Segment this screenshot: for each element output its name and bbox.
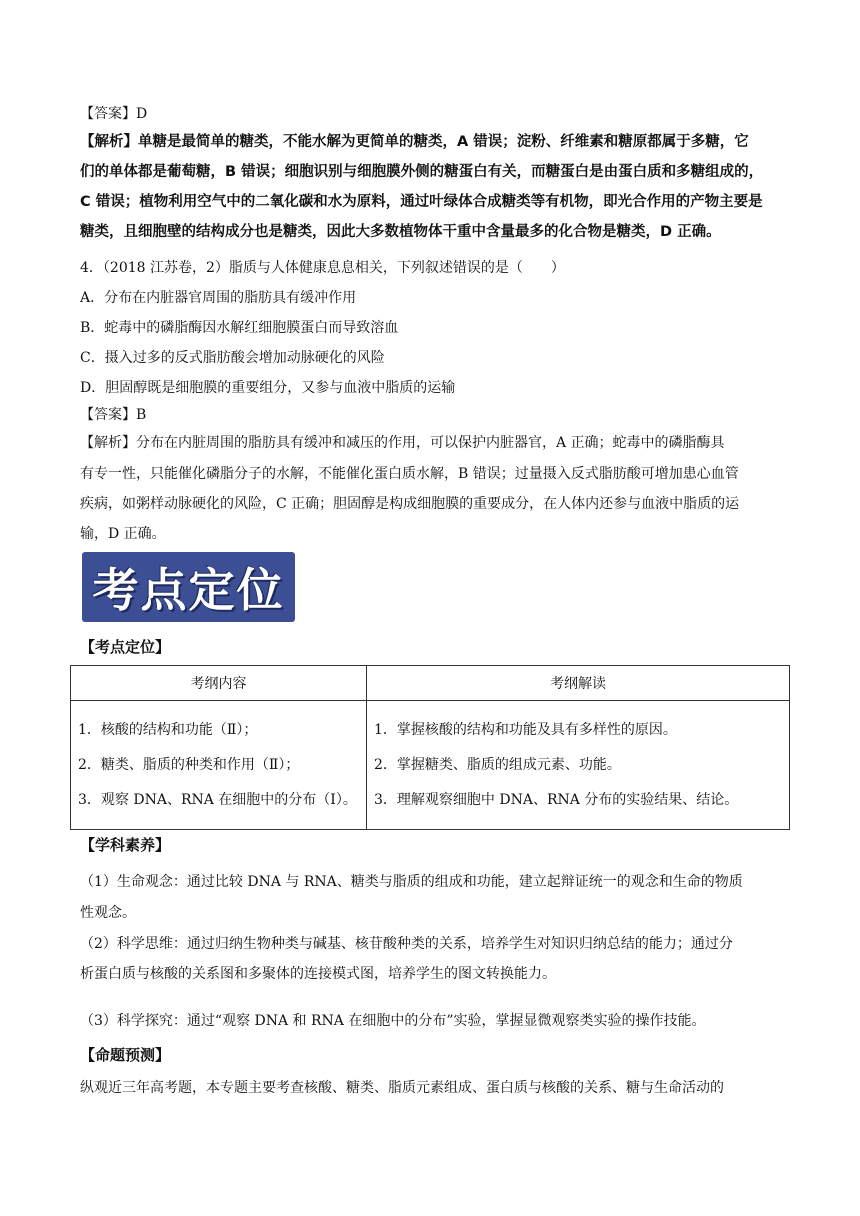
- q3-analysis-line: 【解析】单糖是最简单的糖类，不能水解为更简单的糖类，A 错误；淀粉、纤维素和糖原都属于多糖，它: [80, 134, 749, 150]
- suyang-line: 性观念。: [80, 905, 136, 921]
- yuce-heading: 【命题预测】: [80, 1046, 171, 1064]
- suyang-line: （1）生命观念：通过比较 DNA 与 RNA、糖类与脂质的组成和功能，建立起辩证统一的观念和生命的物质: [80, 874, 743, 890]
- col2-header: 考纲解读: [367, 666, 790, 701]
- q4-analysis-line: 输，D 正确。: [80, 526, 166, 542]
- q4-analysis-line: 有专一性，只能催化磷脂分子的水解，不能催化蛋白质水解，B 错误；过量摄入反式脂肪酸可增加患心血管: [80, 466, 739, 482]
- suyang-line: （2）科学思维：通过归纳生物种类与碱基、核苷酸种类的关系，培养学生对知识归纳总结的能力；通过分: [80, 936, 733, 952]
- kaodian-heading: 【考点定位】: [80, 638, 171, 656]
- col1-cell: [71, 701, 367, 830]
- q4-option-b: B．蛇毒中的磷脂酶因水解红细胞膜蛋白而导致溶血: [80, 320, 399, 336]
- q3-analysis: [80, 128, 780, 248]
- q4-option-d: D．胆固醇既是细胞膜的重要组分，又参与血液中脂质的运输: [80, 380, 456, 396]
- q4-analysis-line: 疾病，如粥样动脉硬化的风险，C 正确；胆固醇是构成细胞膜的重要成分，在人体内还参与血液中脂质的运: [80, 496, 740, 512]
- kaodian-banner: [82, 552, 295, 622]
- col1-header: 考纲内容: [71, 666, 367, 701]
- col2-item: 1．掌握核酸的结构和功能及具有多样性的原因。: [374, 722, 677, 738]
- q4-stem: 4．（2018 江苏卷，2）脂质与人体健康息息相关，下列叙述错误的是（ ）: [80, 260, 565, 276]
- q4-option-a: A．分布在内脏器官周围的脂肪具有缓冲作用: [80, 290, 357, 306]
- yuce-line: 纵观近三年高考题，本专题主要考查核酸、糖类、脂质元素组成、蛋白质与核酸的关系、糖与生命活动的: [80, 1080, 724, 1096]
- col1-item: 3．观察 DNA、RNA 在细胞中的分布（Ⅰ）。: [78, 792, 357, 808]
- col2-item: 3．理解观察细胞中 DNA、RNA 分布的实验结果、结论。: [374, 792, 739, 808]
- q3-analysis-line: 糖类，且细胞壁的结构成分也是糖类，因此大多数植物体干重中含量最多的化合物是糖类，D 正确。: [80, 224, 721, 240]
- q4-analysis-line: 【解析】分布在内脏周围的脂肪具有缓冲和减压的作用，可以保护内脏器官，A 正确；蛇毒中的磷脂酶具: [80, 435, 725, 451]
- q4-option-c: C．摄入过多的反式脂肪酸会增加动脉硬化的风险: [80, 350, 385, 366]
- col2-cell: [367, 701, 790, 830]
- q3-answer: 【答案】D: [80, 106, 148, 122]
- suyang-heading: 【学科素养】: [80, 836, 171, 854]
- q3-analysis-line: 们的单体都是葡萄糖，B 错误；细胞识别与细胞膜外侧的糖蛋白有关，而糖蛋白是由蛋白质和多糖组成的，: [80, 164, 764, 180]
- q4-answer: 【答案】B: [80, 407, 147, 423]
- q3-analysis-line: C 错误；植物利用空气中的二氧化碳和水为原料，通过叶绿体合成糖类等有机物，即光合作用的产物主要是: [80, 194, 763, 210]
- syllabus-table: [70, 665, 790, 830]
- suyang-line: （3）科学探究：通过“观察 DNA 和 RNA 在细胞中的分布”实验，掌握显微观察类实验的操作技能。: [80, 1013, 706, 1029]
- banner-text: 考点定位: [92, 563, 285, 617]
- col1-item: 1．核酸的结构和功能（Ⅱ）；: [78, 722, 258, 738]
- col1-item: 2．糖类、脂质的种类和作用（Ⅱ）；: [78, 757, 300, 773]
- col2-item: 2．掌握糖类、脂质的组成元素、功能。: [374, 757, 621, 773]
- suyang-line: 析蛋白质与核酸的关系图和多聚体的连接模式图，培养学生的图文转换能力。: [80, 966, 556, 982]
